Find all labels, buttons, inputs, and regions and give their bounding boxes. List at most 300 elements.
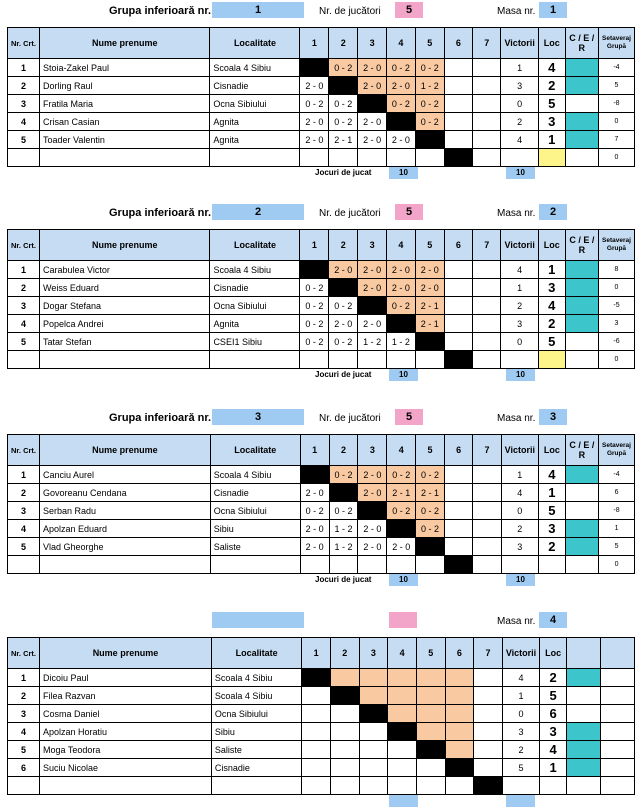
empty-cell[interactable] <box>330 777 359 795</box>
empty-cell[interactable] <box>300 556 329 574</box>
group-footer <box>7 795 635 809</box>
empty-cell[interactable] <box>444 279 472 297</box>
score-cell[interactable]: 0 - 2 <box>416 466 445 484</box>
col-2: 2 <box>329 435 358 466</box>
score-cell[interactable] <box>416 687 445 705</box>
score-cell[interactable]: 2 - 0 <box>358 484 387 502</box>
score-cell[interactable]: 1 - 2 <box>358 333 387 351</box>
self-cell <box>300 466 329 484</box>
player-locality[interactable]: Scoala 4 Sibiu <box>210 261 300 279</box>
col-1: 1 <box>302 638 331 669</box>
score-cell[interactable] <box>359 741 388 759</box>
col-7: 7 <box>473 435 501 466</box>
player-name[interactable] <box>40 351 210 369</box>
empty-cell[interactable] <box>473 279 501 297</box>
row-nr: 3 <box>8 95 40 113</box>
table-row <box>8 131 635 149</box>
score-cell[interactable]: 1 - 2 <box>329 538 358 556</box>
player-locality[interactable]: Scoala 4 Sibiu <box>210 59 300 77</box>
group-number-box[interactable]: 1 <box>212 2 304 18</box>
score-cell[interactable]: 0 - 2 <box>329 95 358 113</box>
score-cell[interactable] <box>388 669 417 687</box>
empty-cell[interactable] <box>474 669 503 687</box>
empty-cell[interactable] <box>387 149 416 167</box>
empty-cell[interactable] <box>474 741 503 759</box>
cer-cell[interactable] <box>567 723 600 741</box>
score-cell[interactable]: 0 - 2 <box>329 59 358 77</box>
cer-cell[interactable] <box>565 466 598 484</box>
score-cell[interactable] <box>416 669 445 687</box>
empty-cell[interactable] <box>474 759 503 777</box>
cer-cell[interactable] <box>565 333 598 351</box>
player-name[interactable]: Dogar Stefana <box>40 297 210 315</box>
place-cell: 4 <box>538 59 565 77</box>
score-cell[interactable]: 0 - 2 <box>300 297 329 315</box>
player-name[interactable]: Apolzan Eduard <box>40 520 211 538</box>
empty-cell[interactable] <box>444 59 472 77</box>
place-cell: 1 <box>540 759 567 777</box>
cer-cell[interactable] <box>567 759 600 777</box>
cer-cell[interactable] <box>567 741 600 759</box>
score-cell[interactable]: 2 - 0 <box>358 520 387 538</box>
score-cell[interactable] <box>359 723 388 741</box>
victories-cell: 0 <box>501 502 538 520</box>
empty-cell[interactable] <box>444 333 472 351</box>
score-cell[interactable] <box>416 759 445 777</box>
score-cell[interactable]: 2 - 0 <box>387 279 416 297</box>
cer-cell[interactable] <box>565 113 598 131</box>
player-name[interactable] <box>40 149 210 167</box>
score-cell[interactable]: 2 - 0 <box>387 261 416 279</box>
cer-cell[interactable] <box>565 149 598 167</box>
player-locality[interactable]: Cisnadie <box>210 484 300 502</box>
setaveraj-cell: 1 <box>599 520 635 538</box>
table-number-box[interactable]: 1 <box>539 2 567 18</box>
player-locality[interactable]: Ocna Sibiului <box>210 502 300 520</box>
empty-cell[interactable] <box>474 705 503 723</box>
player-name[interactable]: Serban Radu <box>40 502 211 520</box>
player-locality[interactable]: Cisnadie <box>210 279 300 297</box>
score-cell[interactable]: 2 - 0 <box>329 315 358 333</box>
empty-cell[interactable] <box>444 538 472 556</box>
player-locality[interactable]: CSEI1 Sibiu <box>210 333 300 351</box>
player-name[interactable]: Popelca Andrei <box>40 315 210 333</box>
player-name[interactable]: Dorling Raul <box>40 77 210 95</box>
player-name[interactable]: Carabulea Victor <box>40 261 210 279</box>
score-cell[interactable]: 0 - 2 <box>329 502 358 520</box>
score-cell[interactable]: 0 - 2 <box>416 520 445 538</box>
empty-cell[interactable] <box>473 315 501 333</box>
empty-cell[interactable] <box>473 297 501 315</box>
col-nr: Nr. Crt. <box>8 28 40 59</box>
score-cell[interactable]: 2 - 0 <box>300 484 329 502</box>
player-locality[interactable]: Agnita <box>210 113 300 131</box>
empty-cell[interactable] <box>445 777 474 795</box>
score-cell[interactable] <box>302 687 331 705</box>
col-name: Nume prenume <box>40 638 212 669</box>
empty-cell[interactable] <box>329 556 358 574</box>
empty-cell[interactable] <box>416 777 445 795</box>
score-cell[interactable]: 2 - 0 <box>415 261 444 279</box>
player-name[interactable]: Tatar Stefan <box>40 333 210 351</box>
cer-cell[interactable] <box>565 59 598 77</box>
player-name[interactable]: Moga Teodora <box>40 741 212 759</box>
score-cell[interactable] <box>330 723 359 741</box>
score-cell[interactable]: 0 - 2 <box>329 113 358 131</box>
victories-cell: 2 <box>501 520 538 538</box>
score-cell[interactable] <box>445 669 474 687</box>
score-cell[interactable]: 2 - 0 <box>300 77 329 95</box>
players-count-box[interactable]: 5 <box>395 2 423 18</box>
empty-cell[interactable] <box>329 351 358 369</box>
score-cell[interactable]: 0 - 2 <box>387 59 416 77</box>
table-row <box>8 149 635 167</box>
score-cell[interactable] <box>388 741 417 759</box>
col-cer <box>567 638 600 669</box>
cer-cell[interactable] <box>565 351 598 369</box>
player-name[interactable]: Suciu Nicolae <box>40 759 212 777</box>
player-locality[interactable]: Cisnadie <box>210 77 300 95</box>
score-cell[interactable] <box>359 759 388 777</box>
score-cell[interactable]: 2 - 0 <box>387 77 416 95</box>
score-cell[interactable]: 1 - 2 <box>415 77 444 95</box>
score-cell[interactable]: 2 - 1 <box>415 315 444 333</box>
place-cell: 2 <box>538 538 565 556</box>
header-row <box>8 230 635 261</box>
score-cell[interactable] <box>302 741 331 759</box>
empty-cell[interactable] <box>358 556 387 574</box>
score-cell[interactable]: 2 - 1 <box>329 131 358 149</box>
cer-cell[interactable] <box>565 77 598 95</box>
row-nr: 2 <box>8 279 40 297</box>
empty-cell[interactable] <box>444 484 472 502</box>
player-locality[interactable]: Scoala 4 Sibiu <box>211 669 301 687</box>
score-cell[interactable]: 0 - 2 <box>329 333 358 351</box>
score-cell[interactable] <box>359 687 388 705</box>
empty-cell[interactable] <box>473 261 501 279</box>
player-name[interactable]: Toader Valentin <box>40 131 210 149</box>
group-number-box[interactable] <box>212 612 304 628</box>
group-number-box[interactable]: 2 <box>212 204 304 220</box>
player-locality[interactable]: Agnita <box>210 315 300 333</box>
score-cell[interactable] <box>302 723 331 741</box>
player-name[interactable]: Fratila Maria <box>40 95 210 113</box>
score-cell[interactable] <box>359 669 388 687</box>
score-cell[interactable]: 2 - 0 <box>329 261 358 279</box>
empty-cell[interactable] <box>444 520 472 538</box>
group-number-box[interactable]: 3 <box>212 409 304 425</box>
empty-cell[interactable] <box>474 723 503 741</box>
col-4: 4 <box>387 230 416 261</box>
table-row <box>8 297 635 315</box>
empty-cell[interactable] <box>473 131 501 149</box>
cer-cell[interactable] <box>565 538 598 556</box>
score-cell[interactable]: 2 - 0 <box>358 279 387 297</box>
score-cell[interactable]: 2 - 0 <box>387 131 416 149</box>
col-3: 3 <box>358 435 387 466</box>
place-cell: 4 <box>538 466 565 484</box>
score-cell[interactable]: 2 - 0 <box>300 131 329 149</box>
score-cell[interactable]: 0 - 2 <box>329 297 358 315</box>
player-name[interactable]: Filea Razvan <box>40 687 212 705</box>
empty-cell[interactable] <box>358 149 387 167</box>
score-cell[interactable] <box>445 741 474 759</box>
empty-cell[interactable] <box>444 131 472 149</box>
score-cell[interactable]: 2 - 0 <box>358 315 387 333</box>
group-label: Grupa inferioară nr. <box>109 5 212 17</box>
empty-cell[interactable] <box>358 351 387 369</box>
score-cell[interactable] <box>416 705 445 723</box>
cer-cell[interactable] <box>567 705 600 723</box>
row-nr <box>8 777 40 795</box>
player-name[interactable]: Cosma Daniel <box>40 705 212 723</box>
player-name[interactable]: Vlad Gheorghe <box>40 538 211 556</box>
score-cell[interactable] <box>388 687 417 705</box>
empty-cell[interactable] <box>444 261 472 279</box>
setaveraj-cell: -8 <box>599 502 635 520</box>
score-cell[interactable]: 0 - 2 <box>387 466 416 484</box>
place-cell: 3 <box>538 520 565 538</box>
score-cell[interactable]: 2 - 0 <box>300 538 329 556</box>
player-name[interactable]: Stoia-Zakel Paul <box>40 59 210 77</box>
place-cell: 3 <box>538 113 565 131</box>
setaveraj-cell <box>600 705 635 723</box>
row-nr: 2 <box>8 687 40 705</box>
cer-cell[interactable] <box>567 687 600 705</box>
player-name[interactable]: Canciu Aurel <box>40 466 211 484</box>
player-locality[interactable]: Scoala 4 Sibiu <box>211 687 301 705</box>
col-1: 1 <box>300 28 329 59</box>
self-cell <box>416 741 445 759</box>
score-cell[interactable]: 2 - 1 <box>387 484 416 502</box>
player-name[interactable]: Crisan Casian <box>40 113 210 131</box>
players-count-box[interactable] <box>389 612 417 628</box>
score-cell[interactable]: 0 - 2 <box>300 333 329 351</box>
empty-cell[interactable] <box>473 351 501 369</box>
score-cell[interactable] <box>330 669 359 687</box>
table-number-box[interactable]: 4 <box>539 612 567 628</box>
col-cer: C / E / R <box>565 435 598 466</box>
empty-cell[interactable] <box>444 113 472 131</box>
self-cell <box>445 759 474 777</box>
table-row <box>8 520 635 538</box>
score-cell[interactable]: 2 - 1 <box>416 484 445 502</box>
empty-cell[interactable] <box>388 777 417 795</box>
empty-cell[interactable] <box>444 297 472 315</box>
player-name[interactable]: Dicoiu Paul <box>40 669 212 687</box>
empty-cell[interactable] <box>300 351 329 369</box>
cer-cell[interactable] <box>565 315 598 333</box>
empty-cell[interactable] <box>473 502 501 520</box>
setaveraj-cell: 3 <box>598 315 634 333</box>
games-label: Jocuri de jucat <box>315 575 372 584</box>
cer-cell[interactable] <box>565 520 598 538</box>
empty-cell[interactable] <box>474 687 503 705</box>
player-locality[interactable]: Agnita <box>210 131 300 149</box>
player-locality[interactable] <box>210 149 300 167</box>
table-row <box>8 351 635 369</box>
empty-cell[interactable] <box>444 315 472 333</box>
empty-cell[interactable] <box>387 556 416 574</box>
table-row <box>8 741 635 759</box>
place-cell: 4 <box>538 297 565 315</box>
cer-cell[interactable] <box>565 261 598 279</box>
col-2: 2 <box>329 230 358 261</box>
empty-cell[interactable] <box>444 502 472 520</box>
score-cell[interactable]: 2 - 0 <box>358 59 387 77</box>
score-cell[interactable]: 0 - 2 <box>416 502 445 520</box>
empty-cell[interactable] <box>473 113 501 131</box>
empty-cell[interactable] <box>444 95 472 113</box>
score-cell[interactable]: 0 - 2 <box>387 297 416 315</box>
score-cell[interactable] <box>445 705 474 723</box>
row-nr: 3 <box>8 297 40 315</box>
empty-cell[interactable] <box>416 556 445 574</box>
cer-cell[interactable] <box>567 777 600 795</box>
place-cell: 1 <box>538 131 565 149</box>
table-row <box>8 113 635 131</box>
victories-cell: 4 <box>501 484 538 502</box>
player-locality[interactable]: Ocna Sibiului <box>210 297 300 315</box>
empty-cell[interactable] <box>387 351 416 369</box>
score-cell[interactable]: 0 - 2 <box>329 466 358 484</box>
score-cell[interactable]: 0 - 2 <box>300 315 329 333</box>
score-cell[interactable]: 2 - 0 <box>358 538 387 556</box>
players-count-box[interactable]: 5 <box>395 204 423 220</box>
col-place: Loc <box>538 28 565 59</box>
place-cell: 3 <box>540 723 567 741</box>
score-cell[interactable]: 2 - 0 <box>415 279 444 297</box>
score-cell[interactable] <box>388 705 417 723</box>
players-count-box[interactable]: 5 <box>395 409 423 425</box>
cer-cell[interactable] <box>565 556 598 574</box>
victories-cell: 1 <box>501 279 538 297</box>
cer-cell[interactable] <box>565 131 598 149</box>
cer-cell[interactable] <box>565 484 598 502</box>
self-cell <box>358 95 387 113</box>
col-locality: Localitate <box>210 435 300 466</box>
empty-cell[interactable] <box>473 77 501 95</box>
score-cell[interactable] <box>330 759 359 777</box>
score-cell[interactable]: 2 - 0 <box>387 538 416 556</box>
player-locality[interactable]: Saliste <box>210 538 300 556</box>
row-nr: 5 <box>8 741 40 759</box>
cer-cell[interactable] <box>567 669 600 687</box>
score-cell[interactable] <box>445 687 474 705</box>
table-row <box>8 333 635 351</box>
victories-cell: 0 <box>501 333 538 351</box>
player-locality[interactable] <box>210 556 300 574</box>
score-cell[interactable]: 0 - 2 <box>300 95 329 113</box>
score-cell[interactable]: 0 - 2 <box>387 502 416 520</box>
player-locality[interactable]: Ocna Sibiului <box>210 95 300 113</box>
score-cell[interactable]: 2 - 0 <box>358 261 387 279</box>
score-cell[interactable]: 2 - 0 <box>358 131 387 149</box>
player-locality[interactable] <box>210 351 300 369</box>
empty-cell[interactable] <box>473 149 501 167</box>
games-played-box <box>506 795 535 807</box>
col-4: 4 <box>387 435 416 466</box>
group-2 <box>7 204 635 383</box>
score-cell[interactable] <box>302 759 331 777</box>
empty-cell[interactable] <box>415 149 444 167</box>
cer-cell[interactable] <box>565 297 598 315</box>
player-locality[interactable]: Saliste <box>211 741 301 759</box>
player-name[interactable]: Govoreanu Cendana <box>40 484 211 502</box>
row-nr: 4 <box>8 723 40 741</box>
empty-cell[interactable] <box>473 333 501 351</box>
score-cell[interactable]: 1 - 2 <box>329 520 358 538</box>
score-cell[interactable]: 2 - 0 <box>300 113 329 131</box>
score-cell[interactable]: 0 - 2 <box>415 59 444 77</box>
score-cell[interactable]: 2 - 0 <box>358 77 387 95</box>
place-cell <box>540 777 567 795</box>
score-cell[interactable] <box>416 723 445 741</box>
cer-cell[interactable] <box>565 279 598 297</box>
score-cell[interactable]: 0 - 2 <box>300 502 329 520</box>
score-cell[interactable] <box>445 723 474 741</box>
empty-cell[interactable] <box>302 777 331 795</box>
table-number-box[interactable]: 3 <box>539 409 567 425</box>
score-cell[interactable] <box>388 759 417 777</box>
player-locality[interactable]: Sibiu <box>210 520 300 538</box>
player-name[interactable]: Apolzan Horatiu <box>40 723 212 741</box>
table-number-box[interactable]: 2 <box>539 204 567 220</box>
cer-cell[interactable] <box>565 502 598 520</box>
player-locality[interactable]: Cisnadie <box>211 759 301 777</box>
player-name[interactable] <box>40 556 211 574</box>
place-cell: 6 <box>540 705 567 723</box>
score-cell[interactable]: 1 - 2 <box>387 333 416 351</box>
score-cell[interactable]: 0 - 2 <box>300 279 329 297</box>
player-locality[interactable]: Sibiu <box>211 723 301 741</box>
empty-cell[interactable] <box>329 149 358 167</box>
empty-cell[interactable] <box>473 520 501 538</box>
score-cell[interactable]: 0 - 2 <box>415 95 444 113</box>
score-cell[interactable]: 2 - 0 <box>300 520 329 538</box>
score-cell[interactable]: 2 - 1 <box>415 297 444 315</box>
player-locality[interactable] <box>211 777 301 795</box>
group-label: Grupa inferioară nr. <box>109 207 212 219</box>
empty-cell[interactable] <box>300 149 329 167</box>
player-locality[interactable]: Scoala 4 Sibiu <box>210 466 300 484</box>
table-row <box>8 502 635 520</box>
score-cell[interactable]: 2 - 0 <box>358 113 387 131</box>
empty-cell[interactable] <box>444 77 472 95</box>
score-cell[interactable]: 0 - 2 <box>415 113 444 131</box>
score-cell[interactable] <box>330 705 359 723</box>
empty-cell[interactable] <box>473 466 501 484</box>
score-cell[interactable] <box>330 741 359 759</box>
empty-cell[interactable] <box>473 556 501 574</box>
score-cell[interactable]: 0 - 2 <box>387 95 416 113</box>
empty-cell[interactable] <box>415 351 444 369</box>
empty-cell[interactable] <box>444 466 472 484</box>
score-cell[interactable] <box>302 705 331 723</box>
empty-cell[interactable] <box>473 484 501 502</box>
empty-cell[interactable] <box>473 538 501 556</box>
empty-cell[interactable] <box>473 59 501 77</box>
player-locality[interactable]: Ocna Sibiului <box>211 705 301 723</box>
player-name[interactable]: Weiss Eduard <box>40 279 210 297</box>
victories-cell: 5 <box>502 759 539 777</box>
empty-cell[interactable] <box>473 95 501 113</box>
player-name[interactable] <box>40 777 212 795</box>
score-cell[interactable]: 2 - 0 <box>358 466 387 484</box>
cer-cell[interactable] <box>565 95 598 113</box>
row-nr: 2 <box>8 484 40 502</box>
empty-cell[interactable] <box>359 777 388 795</box>
